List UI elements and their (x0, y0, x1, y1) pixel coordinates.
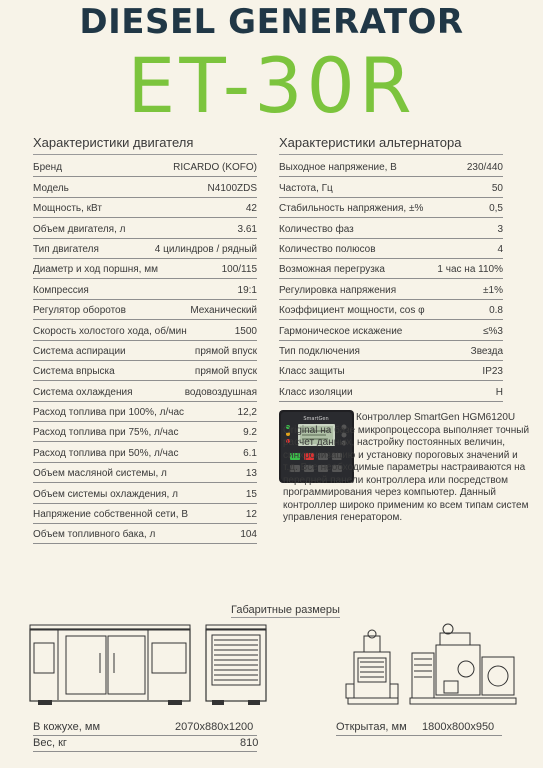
alternator-spec-row (279, 259, 503, 279)
engine-spec-value: 12,2 (237, 407, 257, 419)
alternator-spec-label: Возможная перегрузка (279, 264, 385, 276)
engine-spec-value: 100/115 (221, 264, 257, 276)
alternator-spec-value: IP23 (482, 366, 503, 378)
alternator-spec-row (279, 279, 503, 299)
engine-spec-row (33, 157, 257, 177)
engine-spec-value: Механический (190, 305, 257, 317)
open-dimensions-label: Открытая, мм (336, 721, 407, 733)
engine-spec-value: 42 (245, 203, 257, 215)
alternator-spec-label: Количество фаз (279, 223, 354, 235)
open-dimensions-value: 1800x800x950 (422, 721, 495, 733)
alternator-spec-label: Выходное напряжение, В (279, 162, 397, 174)
engine-spec-row (33, 504, 257, 524)
alternator-spec-row (279, 218, 503, 238)
alternator-spec-label: Регулировка напряжения (279, 284, 397, 296)
model-title: ET-30R (127, 41, 416, 130)
engine-spec-value: RICARDO (KOFO) (173, 162, 257, 174)
open-dimensions-divider (336, 735, 502, 736)
engine-spec-row (33, 279, 257, 299)
engine-spec-row (33, 422, 257, 442)
dimensions-title: Габаритные размеры (231, 604, 340, 616)
alternator-spec-table (279, 157, 503, 402)
engine-spec-label: Мощность, кВт (33, 203, 102, 215)
alternator-spec-value: ±1% (483, 284, 503, 296)
engine-spec-label: Объем топливного бака, л (33, 529, 156, 541)
alternator-spec-value: H (495, 386, 503, 398)
engine-spec-row (33, 341, 257, 361)
engine-spec-value: 104 (240, 529, 257, 541)
engine-spec-label: Напряжение собственной сети, В (33, 509, 188, 521)
engine-spec-value: водовоздушная (184, 386, 257, 398)
alternator-spec-label: Частота, Гц (279, 182, 333, 194)
engine-spec-value: 9.2 (243, 427, 257, 439)
alternator-spec-label: Класс защиты (279, 366, 345, 378)
canopy-front-drawing (204, 623, 268, 707)
engine-spec-row (33, 239, 257, 259)
engine-spec-label: Объем масляной системы, л (33, 468, 167, 480)
engine-spec-row (33, 442, 257, 462)
engine-spec-label: Система аспирации (33, 345, 126, 357)
alternator-spec-label: Стабильность напряжения, ±% (279, 203, 424, 215)
weight-label: Вес, кг (33, 737, 67, 749)
open-side-drawing (408, 623, 518, 708)
brand-title: DIESEL GENERATOR (79, 2, 464, 42)
alternator-spec-value: 0,5 (489, 203, 503, 215)
alternator-spec-value: 0.8 (489, 305, 503, 317)
alternator-spec-value: 230/440 (466, 162, 503, 174)
engine-spec-label: Система охлаждения (33, 386, 133, 398)
alternator-spec-label: Гармоническое искажение (279, 325, 403, 337)
alternator-spec-label: Коэффициент мощности, cos φ (279, 305, 425, 317)
engine-spec-label: Тип двигателя (33, 243, 99, 255)
alternator-spec-value: 50 (491, 182, 503, 194)
alternator-spec-row (279, 300, 503, 320)
engine-spec-value: 12 (245, 509, 257, 521)
engine-spec-label: Скорость холостого хода, об/мин (33, 325, 187, 337)
controller-brand-text: SmartGen (303, 416, 329, 422)
controller-description: Контроллер SmartGen HGM6120U Original на базе микропроцессора выполняет точный расчет данных, настройку постоянных величин, синхронизацию и установку пороговых значений и т.д. Все необходимые параметры настраиваются на передней панели контроллера или посредством программирования через компьютер. Данный контроллер широко применим ко всем типам систем управления генератором. (283, 412, 530, 523)
canopy-side-drawing (28, 623, 193, 707)
alternator-spec-row (279, 239, 503, 259)
engine-spec-row (33, 381, 257, 401)
alternator-spec-row (279, 320, 503, 340)
engine-spec-row (33, 300, 257, 320)
alternator-spec-row (279, 381, 503, 401)
engine-spec-value: 6.1 (243, 447, 257, 459)
alternator-spec-row (279, 198, 503, 218)
engine-spec-value: 19:1 (237, 284, 257, 296)
engine-spec-value: 1500 (234, 325, 257, 337)
engine-spec-label: Модель (33, 182, 69, 194)
alternator-spec-row (279, 341, 503, 361)
alternator-spec-value: 3 (497, 223, 503, 235)
engine-spec-value: прямой впуск (194, 345, 257, 357)
alternator-spec-label: Количество полюсов (279, 243, 376, 255)
engine-spec-row (33, 402, 257, 422)
engine-spec-label: Регулятор оборотов (33, 305, 126, 317)
alternator-spec-value: 4 (497, 243, 503, 255)
engine-spec-row (33, 463, 257, 483)
engine-spec-label: Система впрыска (33, 366, 115, 378)
engine-spec-table (33, 157, 257, 544)
engine-spec-value: N4100ZDS (207, 182, 257, 194)
alternator-spec-row (279, 361, 503, 381)
engine-spec-label: Бренд (33, 162, 63, 174)
engine-spec-label: Расход топлива при 100%, л/час (33, 407, 185, 419)
engine-section-title: Характеристики двигателя (33, 135, 257, 155)
alternator-spec-value: Звезда (470, 345, 503, 357)
engine-spec-row (33, 361, 257, 381)
weight-value: 810 (240, 737, 259, 749)
engine-spec-label: Компрессия (33, 284, 89, 296)
alternator-section-title: Характеристики альтернатора (279, 135, 503, 155)
alternator-spec-row (279, 177, 503, 197)
engine-spec-value: 4 цилиндров / рядный (154, 243, 257, 255)
engine-spec-value: прямой впуск (194, 366, 257, 378)
engine-spec-row (33, 177, 257, 197)
engine-spec-value: 3.61 (237, 223, 257, 235)
engine-spec-value: 15 (245, 488, 257, 500)
alternator-spec-label: Тип подключения (279, 345, 360, 357)
engine-spec-row (33, 259, 257, 279)
open-front-drawing (344, 628, 402, 708)
engine-spec-value: 13 (245, 468, 257, 480)
engine-spec-label: Расход топлива при 75%, л/час (33, 427, 179, 439)
engine-spec-label: Объем системы охлаждения, л (33, 488, 178, 500)
alternator-spec-value: 1 час на 110% (437, 264, 503, 276)
engine-spec-label: Расход топлива при 50%, л/час (33, 447, 179, 459)
canopy-dimensions-value: 2070x880x1200 (175, 721, 254, 733)
engine-spec-row (33, 320, 257, 340)
canopy-dimensions-divider (33, 735, 257, 736)
engine-spec-label: Диаметр и ход поршня, мм (33, 264, 158, 276)
engine-spec-row (33, 483, 257, 503)
engine-spec-row (33, 218, 257, 238)
alternator-spec-value: ≤%3 (483, 325, 503, 337)
weight-divider (33, 751, 257, 752)
canopy-dimensions-label: В кожухе, мм (33, 721, 101, 733)
engine-spec-row (33, 198, 257, 218)
engine-spec-row (33, 524, 257, 544)
engine-spec-label: Объем двигателя, л (33, 223, 126, 235)
alternator-spec-row (279, 157, 503, 177)
alternator-spec-label: Класс изоляции (279, 386, 353, 398)
